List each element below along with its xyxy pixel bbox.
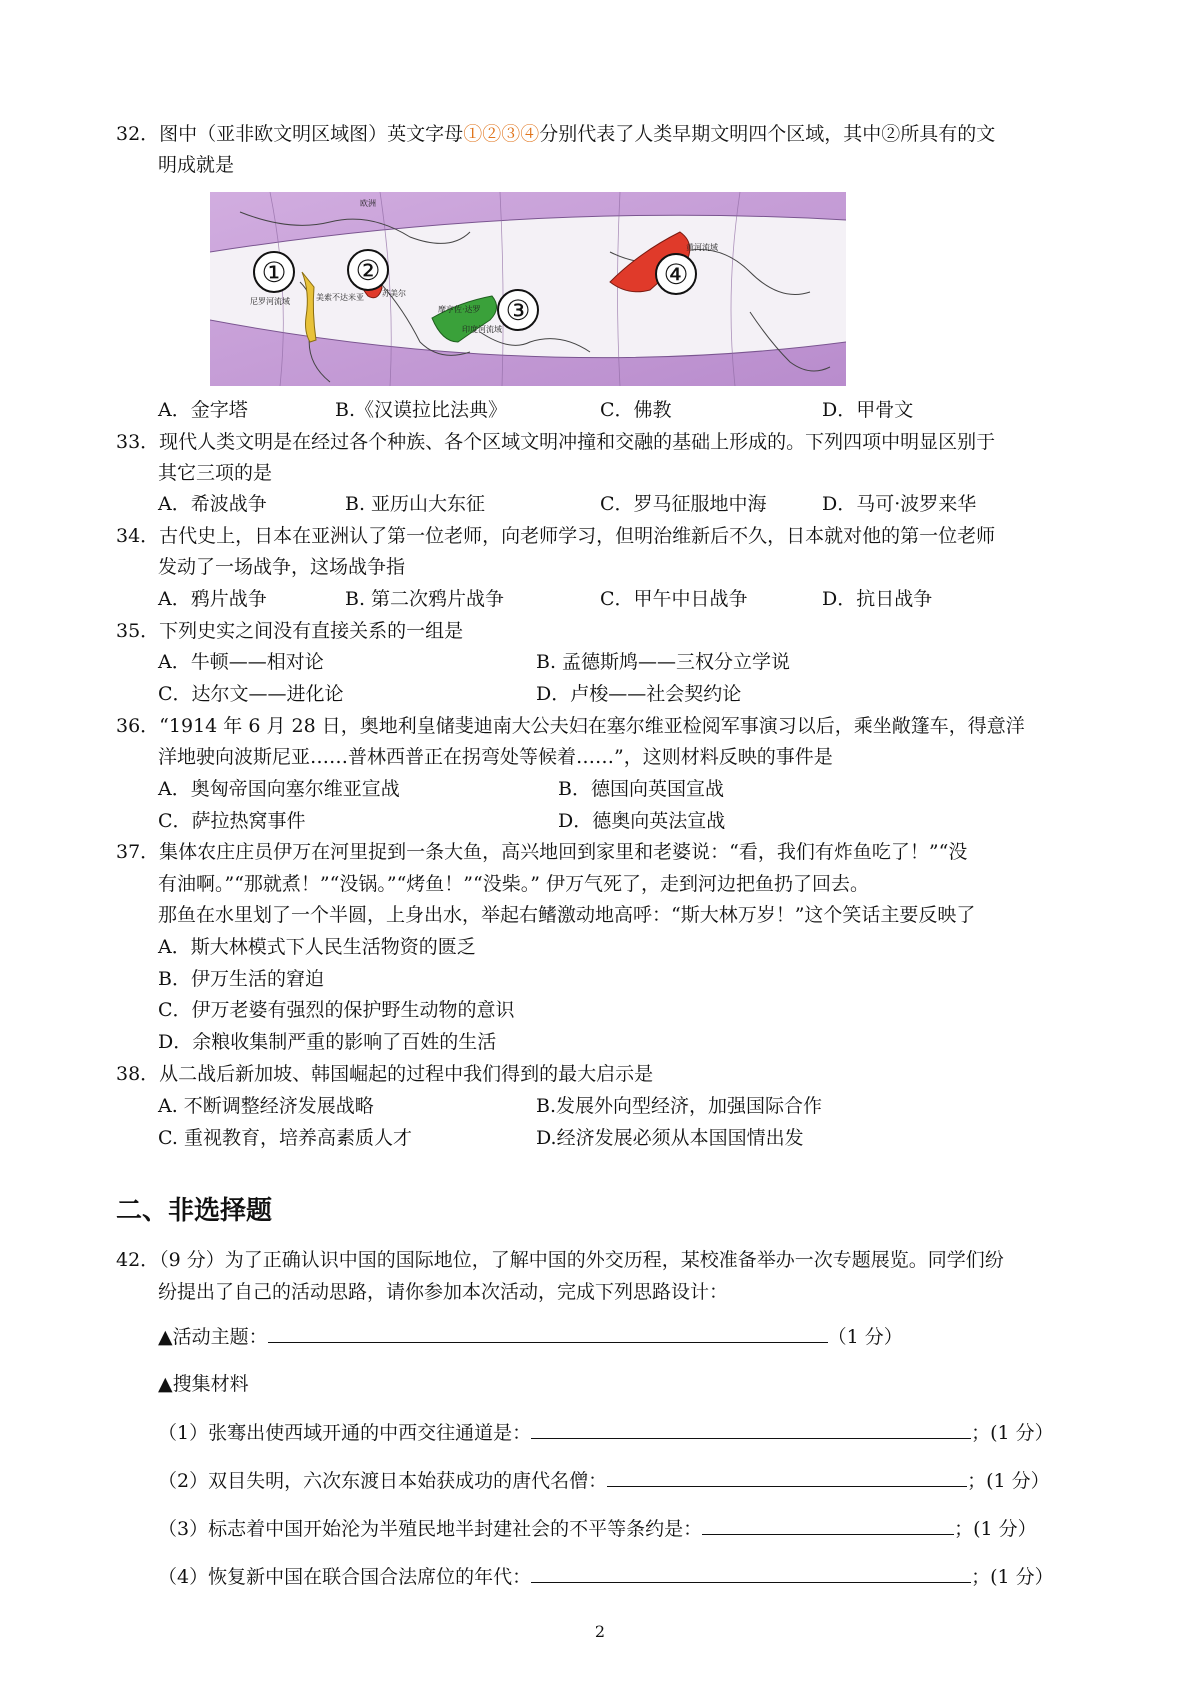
q36-option-c: C．萨拉热窝事件 [158,810,306,832]
q32-text-pre: 32．图中（亚非欧文明区域图）英文字母 [116,123,464,145]
q36-line2: 洋地驶向波斯尼亚……普林西普正在拐弯处等候着……”，这则材料反映的事件是 [158,746,833,768]
q32-option-b: B.《汉谟拉比法典》 [335,399,508,421]
q34-line2: 发动了一场战争，这场战争指 [158,556,406,578]
map-marker-1: ① [261,256,287,289]
q38-line1: 38．从二战后新加坡、韩国崛起的过程中我们得到的最大启示是 [116,1063,654,1085]
civilization-map [210,192,846,386]
q37-option-c: C．伊万老婆有强烈的保护野生动物的意识 [158,999,515,1021]
q42-item-1-blank[interactable] [531,1418,971,1439]
q33-line2: 其它三项的是 [158,462,273,484]
q35-line1: 35．下列史实之间没有直接关系的一组是 [116,620,464,642]
q32-option-d: D．甲骨文 [822,399,914,421]
q42-item-4-score: ；(1 分） [971,1566,1054,1588]
q37-option-a: A．斯大林模式下人民生活物资的匮乏 [158,936,476,958]
q34-option-a: A．鸦片战争 [158,588,267,610]
q37-line2: 有油啊。”“那就煮！”“没锅。”“烤鱼！”“没柴。” 伊万气死了，走到河边把鱼扔了回去。 [158,873,869,895]
q42-theme-blank[interactable] [268,1322,828,1343]
map-label-mesopotamia: 美索不达米亚 [316,293,364,302]
q42-line1: 42．（9 分）为了正确认识中国的国际地位，了解中国的外交历程，某校准备举办一次专题展览。同学们纷 [116,1249,1004,1271]
section-title: 二、非选择题 [116,1196,273,1226]
q33-line1: 33．现代人类文明是在经过各个种族、各个区域文明冲撞和交融的基础上形成的。下列四项中明显区别于 [116,431,996,453]
q42-line2: 纷提出了自己的活动思路，请你参加本次活动，完成下列思路设计： [158,1281,729,1303]
q32-option-c: C．佛教 [600,399,672,421]
q38-option-d: D.经济发展必须从本国国情出发 [536,1127,804,1149]
q35-option-b: B. 孟德斯鸠——三权分立学说 [536,651,791,673]
q42-item-4-label: （4）恢复新中国在联合国合法席位的年代： [158,1566,532,1588]
q36-option-d: D．德奥向英法宣战 [558,810,726,832]
q34-option-b: B. 第二次鸦片战争 [345,588,505,610]
q38-option-b: B.发展外向型经济，加强国际合作 [536,1095,823,1117]
q32-line2: 明成就是 [158,154,235,176]
q35-option-a: A．牛顿——相对论 [158,651,324,673]
q42-theme-row [158,1322,903,1351]
map-label-yellow: 黄河流域 [686,243,718,252]
q42-item-3 [158,1514,1037,1543]
q42-item-1 [158,1418,1054,1447]
q36-option-a: A．奥匈帝国向塞尔维亚宣战 [158,778,400,800]
q42-collect-label: ▲搜集材料 [158,1373,249,1395]
q42-item-3-blank[interactable] [702,1514,954,1535]
q34-option-d: D．抗日战争 [822,588,933,610]
q42-item-4 [158,1562,1054,1591]
q42-item-1-score: ；(1 分） [971,1422,1054,1444]
q42-item-2-score: ；(1 分） [967,1470,1050,1492]
q42-item-4-blank[interactable] [531,1562,971,1583]
q34-option-c: C．甲午中日战争 [600,588,748,610]
q42-item-3-score: ；(1 分） [954,1518,1037,1540]
civilization-map-svg [210,192,846,386]
q42-theme-label: ▲活动主题： [158,1326,268,1348]
q37-option-d: D．余粮收集制严重的影响了百姓的生活 [158,1031,497,1053]
map-label-sumer: 苏美尔 [382,289,406,298]
q42-theme-score: （1 分） [827,1326,903,1348]
q35-option-d: D．卢梭——社会契约论 [536,683,742,705]
page-number: 2 [594,1622,606,1641]
q37-line3: 那鱼在水里划了一个半圆，上身出水，举起右鳍激动地高呼：“斯大林万岁！”这个笑话主要反映了 [158,904,976,926]
q42-item-2-blank[interactable] [607,1466,967,1487]
q37-option-b: B．伊万生活的窘迫 [158,968,324,990]
q42-item-2-label: （2）双目失明，六次东渡日本始获成功的唐代名僧： [158,1470,608,1492]
map-label-indus: 印度河流域 [462,325,502,334]
q38-option-c: C. 重视教育，培养高素质人才 [158,1127,412,1149]
map-label-indus2: 摩亨佐·达罗 [438,305,481,314]
q32-option-a: A．金字塔 [158,399,248,421]
q32-circled-numbers: ①②③④ [463,123,540,145]
q37-line1: 37．集体农庄庄员伊万在河里捉到一条大鱼，高兴地回到家里和老婆说：“看，我们有炸鱼吃了！”“没 [116,841,968,863]
q42-item-2 [158,1466,1050,1495]
q33-option-d: D．马可·波罗来华 [822,493,977,515]
q33-option-c: C．罗马征服地中海 [600,493,767,515]
q34-line1: 34．古代史上，日本在亚洲认了第一位老师，向老师学习，但明治维新后不久，日本就对他的第一位老师 [116,525,996,547]
q33-option-b: B. 亚历山大东征 [345,493,486,515]
map-marker-3: ③ [505,294,531,327]
q33-option-a: A．希波战争 [158,493,267,515]
q35-option-c: C．达尔文——进化论 [158,683,344,705]
map-marker-2: ② [355,254,381,287]
q32-line1 [116,120,995,148]
q36-option-b: B．德国向英国宣战 [558,778,724,800]
q38-option-a: A. 不断调整经济发展战略 [158,1095,374,1117]
q36-line1: 36．“1914 年 6 月 28 日，奥地利皇储斐迪南大公夫妇在塞尔维亚检阅军事演习以后，乘坐敞篷车，得意洋 [116,715,1025,737]
q32-text-post: 分别代表了人类早期文明四个区域，其中②所具有的文 [539,123,996,145]
q42-item-1-label: （1）张骞出使西域开通的中西交往通道是： [158,1422,532,1444]
map-marker-4: ④ [663,258,689,291]
map-label-nile: 尼罗河流域 [250,297,290,306]
map-label-europe: 欧洲 [360,199,376,208]
q42-item-3-label: （3）标志着中国开始沦为半殖民地半封建社会的不平等条约是： [158,1518,703,1540]
